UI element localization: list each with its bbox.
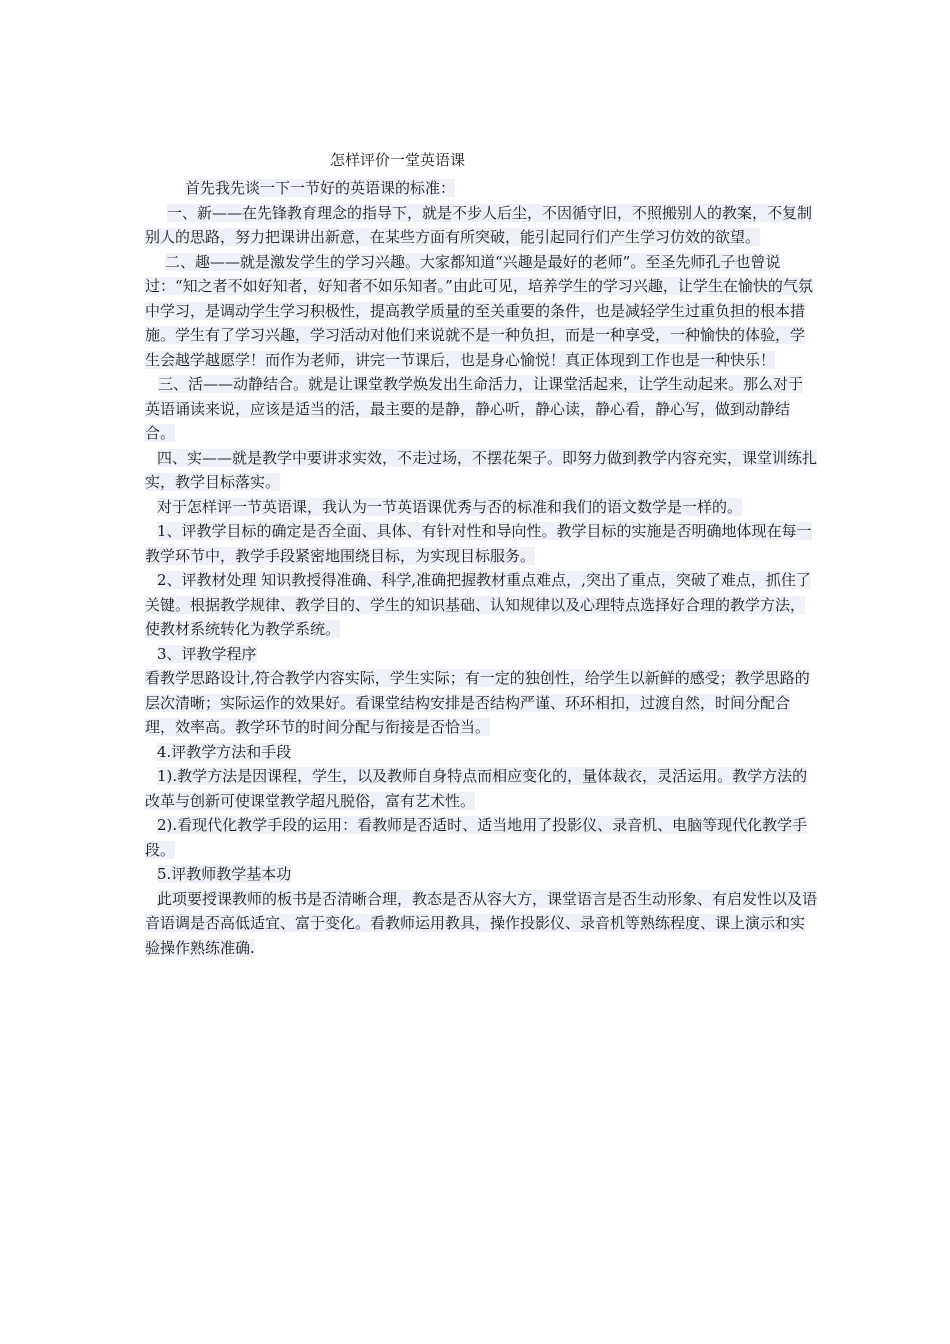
paragraph-text: 二、趣——就是激发学生的学习兴趣。大家都知道“兴趣是最好的老师”。至圣先师孔子也曾说过：“知之者不如好知者，好知者不如乐知者。”由此可见，培养学生的学习兴趣，让学生在愉快的气氛中学习，是调动学生学习积极性，提高教学质量的至关重要的条件，也是减轻学生过重负担的根本措施。学生有了学习兴趣，学习活动对他们来说就不是一种负担，而是一种享受，一种愉快的体验，学生会越学越愿学！而作为老师，讲完一节课后，也是身心愉悦！真正体现到工作也是一种快乐！ xyxy=(145,252,813,369)
paragraph-text: 首先我先谈一下一节好的英语课的标准： xyxy=(185,179,456,197)
body-paragraph xyxy=(145,250,817,373)
paragraph-text: 1).教学方法是因课程，学生，以及教师自身特点而相应变化的，量体裁衣，灵活运用。教学方法的改革与创新可使课堂教学超凡脱俗，富有艺术性。 xyxy=(145,767,808,810)
body-paragraph xyxy=(145,862,817,887)
paragraph-text: 看教学思路设计,符合教学内容实际，学生实际；有一定的独创性，给学生以新鲜的感受；教学思路的层次清晰；实际运作的效果好。看课堂结构安排是否结构严谨、环环相扣，过渡自然，时间分配合理，效率高。教学环节的时间分配与衔接是否恰当。 xyxy=(145,669,810,736)
body-paragraph xyxy=(145,666,817,740)
paragraph-text: 4.评教学方法和手段 xyxy=(157,742,292,761)
body-paragraph xyxy=(145,201,817,250)
body-paragraph xyxy=(145,887,817,961)
body-paragraph xyxy=(145,642,817,667)
paragraph-text: 一、新——在先锋教育理念的指导下，就是不步人后尘，不因循守旧，不照搬别人的教案，不复制别人的思路，努力把课讲出新意，在某些方面有所突破，能引起同行们产生学习仿效的欲望。 xyxy=(145,203,813,246)
document-body xyxy=(145,176,817,960)
body-paragraph xyxy=(145,764,817,813)
paragraph-text: 四、实——就是教学中要讲求实效，不走过场，不摆花架子。即努力做到教学内容充实，课堂训练扎实，教学目标落实。 xyxy=(145,448,818,491)
document-title: 怎样评价一堂英语课 xyxy=(330,151,466,169)
paragraph-text: 此项要授课教师的板书是否清晰合理，教态是否从容大方，课堂语言是否生动形象、有启发性以及语音语调是否高低适宜、富于变化。看教师运用教具，操作投影仪、录音机等熟练程度、课上演示和实验操作熟练准确. xyxy=(145,889,818,957)
paragraph-text: 2).看现代化教学手段的运用：看教师是否适时、适当地用了投影仪、录音机、电脑等现代化教学手段。 xyxy=(145,816,808,859)
body-paragraph xyxy=(145,495,817,520)
paragraph-text: 1、评教学目标的确定是否全面、具体、有针对性和导向性。教学目标的实施是否明确地体现在每一教学环节中，教学手段紧密地围绕目标，为实现目标服务。 xyxy=(145,522,812,565)
paragraph-text: 2、评教材处理 知识教授得准确、科学,准确把握教材重点难点，,突出了重点，突破了难点，抓住了关键。根据教学规律、教学目的、学生的知识基础、认知规律以及心理特点选择好合理的教学方法，使教材系统转化为教学系统。 xyxy=(145,571,811,638)
body-paragraph xyxy=(145,568,817,642)
body-paragraph xyxy=(145,813,817,862)
body-paragraph xyxy=(145,176,817,201)
body-paragraph xyxy=(145,740,817,765)
paragraph-text: 5.评教师教学基本功 xyxy=(157,865,292,883)
body-paragraph xyxy=(145,519,817,568)
paragraph-text: 对于怎样评一节英语课，我认为一节英语课优秀与否的标准和我们的语文数学是一样的。 xyxy=(157,497,743,516)
body-paragraph xyxy=(145,446,817,495)
paragraph-text: 三、活——动静结合。就是让课堂教学焕发出生命活力，让课堂活起来，让学生动起来。那么对于英语诵读来说，应该是适当的活，最主要的是静，静心听，静心读，静心看，静心写，做到动静结合。 xyxy=(145,375,804,442)
body-paragraph xyxy=(145,372,817,446)
paragraph-text: 3、评教学程序 xyxy=(157,644,257,663)
